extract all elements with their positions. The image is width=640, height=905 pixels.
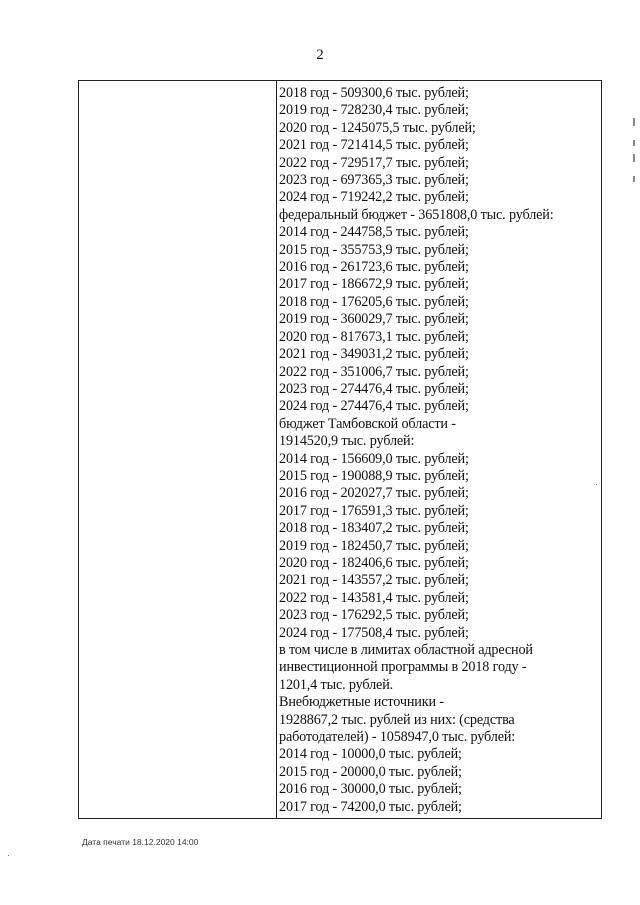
text-line: 2020 год - 1245075,5 тыс. рублей; xyxy=(279,119,476,136)
text-line: Внебюджетные источники - xyxy=(279,694,444,711)
text-line: 2023 год - 274476,4 тыс. рублей; xyxy=(279,380,469,397)
text-line: 2022 год - 143581,4 тыс. рублей; xyxy=(279,589,469,606)
text-line: 2022 год - 351006,7 тыс. рублей; xyxy=(279,363,469,380)
print-date-footer: Дата печати 18.12.2020 14:00 xyxy=(82,837,199,847)
scan-speck xyxy=(8,855,9,856)
scan-speck xyxy=(596,484,597,485)
text-line: 2024 год - 177508,4 тыс. рублей; xyxy=(279,624,469,641)
text-line: работодателей) - 1058947,0 тыс. рублей: xyxy=(279,729,516,746)
text-line: 2022 год - 729517,7 тыс. рублей; xyxy=(279,154,469,171)
funding-details-cell xyxy=(279,85,599,816)
text-line: 2019 год - 360029,7 тыс. рублей; xyxy=(279,311,469,328)
text-line: 2015 год - 355753,9 тыс. рублей; xyxy=(279,241,469,258)
text-line: 2021 год - 721414,5 тыс. рублей; xyxy=(279,137,469,154)
text-line: 2016 год - 202027,7 тыс. рублей; xyxy=(279,485,469,502)
text-line: 2018 год - 183407,2 тыс. рублей; xyxy=(279,520,469,537)
text-line: 2017 год - 74200,0 тыс. рублей; xyxy=(279,798,462,815)
text-line: федеральный бюджет - 3651808,0 тыс. рублей: xyxy=(279,206,554,223)
funding-table xyxy=(78,80,602,819)
text-line: 2016 год - 30000,0 тыс. рублей; xyxy=(279,781,462,798)
text-line: 2017 год - 176591,3 тыс. рублей; xyxy=(279,502,469,519)
text-line: 2019 год - 182450,7 тыс. рублей; xyxy=(279,537,469,554)
text-line: 2024 год - 719242,2 тыс. рублей; xyxy=(279,189,469,206)
text-line: 1201,4 тыс. рублей. xyxy=(279,676,394,693)
text-line: 2021 год - 349031,2 тыс. рублей; xyxy=(279,346,469,363)
text-line: 2020 год - 182406,6 тыс. рублей; xyxy=(279,554,469,571)
text-line: 1914520,9 тыс. рублей: xyxy=(279,433,415,450)
scan-mark xyxy=(633,118,635,126)
text-line: 2018 год - 176205,6 тыс. рублей; xyxy=(279,293,469,310)
scan-mark xyxy=(633,154,635,162)
text-line: 2014 год - 156609,0 тыс. рублей; xyxy=(279,450,469,467)
page-number: 2 xyxy=(316,47,324,63)
text-line: 2018 год - 509300,6 тыс. рублей; xyxy=(279,85,469,101)
text-line: 2017 год - 186672,9 тыс. рублей; xyxy=(279,276,469,293)
scan-mark xyxy=(633,176,635,182)
text-line: инвестиционной программы в 2018 году - xyxy=(279,659,527,676)
text-line: 2014 год - 244758,5 тыс. рублей; xyxy=(279,224,469,241)
text-line: 2015 год - 190088,9 тыс. рублей; xyxy=(279,467,469,484)
text-line: 1928867,2 тыс. рублей из них: (средства xyxy=(279,711,515,728)
text-line: 2021 год - 143557,2 тыс. рублей; xyxy=(279,572,469,589)
text-line: 2019 год - 728230,4 тыс. рублей; xyxy=(279,102,469,119)
column-divider xyxy=(276,81,277,818)
text-line: в том числе в лимитах областной адресной xyxy=(279,642,533,658)
text-line: 2023 год - 176292,5 тыс. рублей; xyxy=(279,607,469,624)
text-line: 2020 год - 817673,1 тыс. рублей; xyxy=(279,328,469,345)
text-line: 2016 год - 261723,6 тыс. рублей; xyxy=(279,259,469,276)
text-line: бюджет Тамбовской области - xyxy=(279,415,456,432)
text-line: 2014 год - 10000,0 тыс. рублей; xyxy=(279,746,462,763)
text-line: 2023 год - 697365,3 тыс. рублей; xyxy=(279,172,469,189)
text-line: 2015 год - 20000,0 тыс. рублей; xyxy=(279,763,462,780)
scan-mark xyxy=(633,140,635,146)
text-line: 2024 год - 274476,4 тыс. рублей; xyxy=(279,398,469,415)
